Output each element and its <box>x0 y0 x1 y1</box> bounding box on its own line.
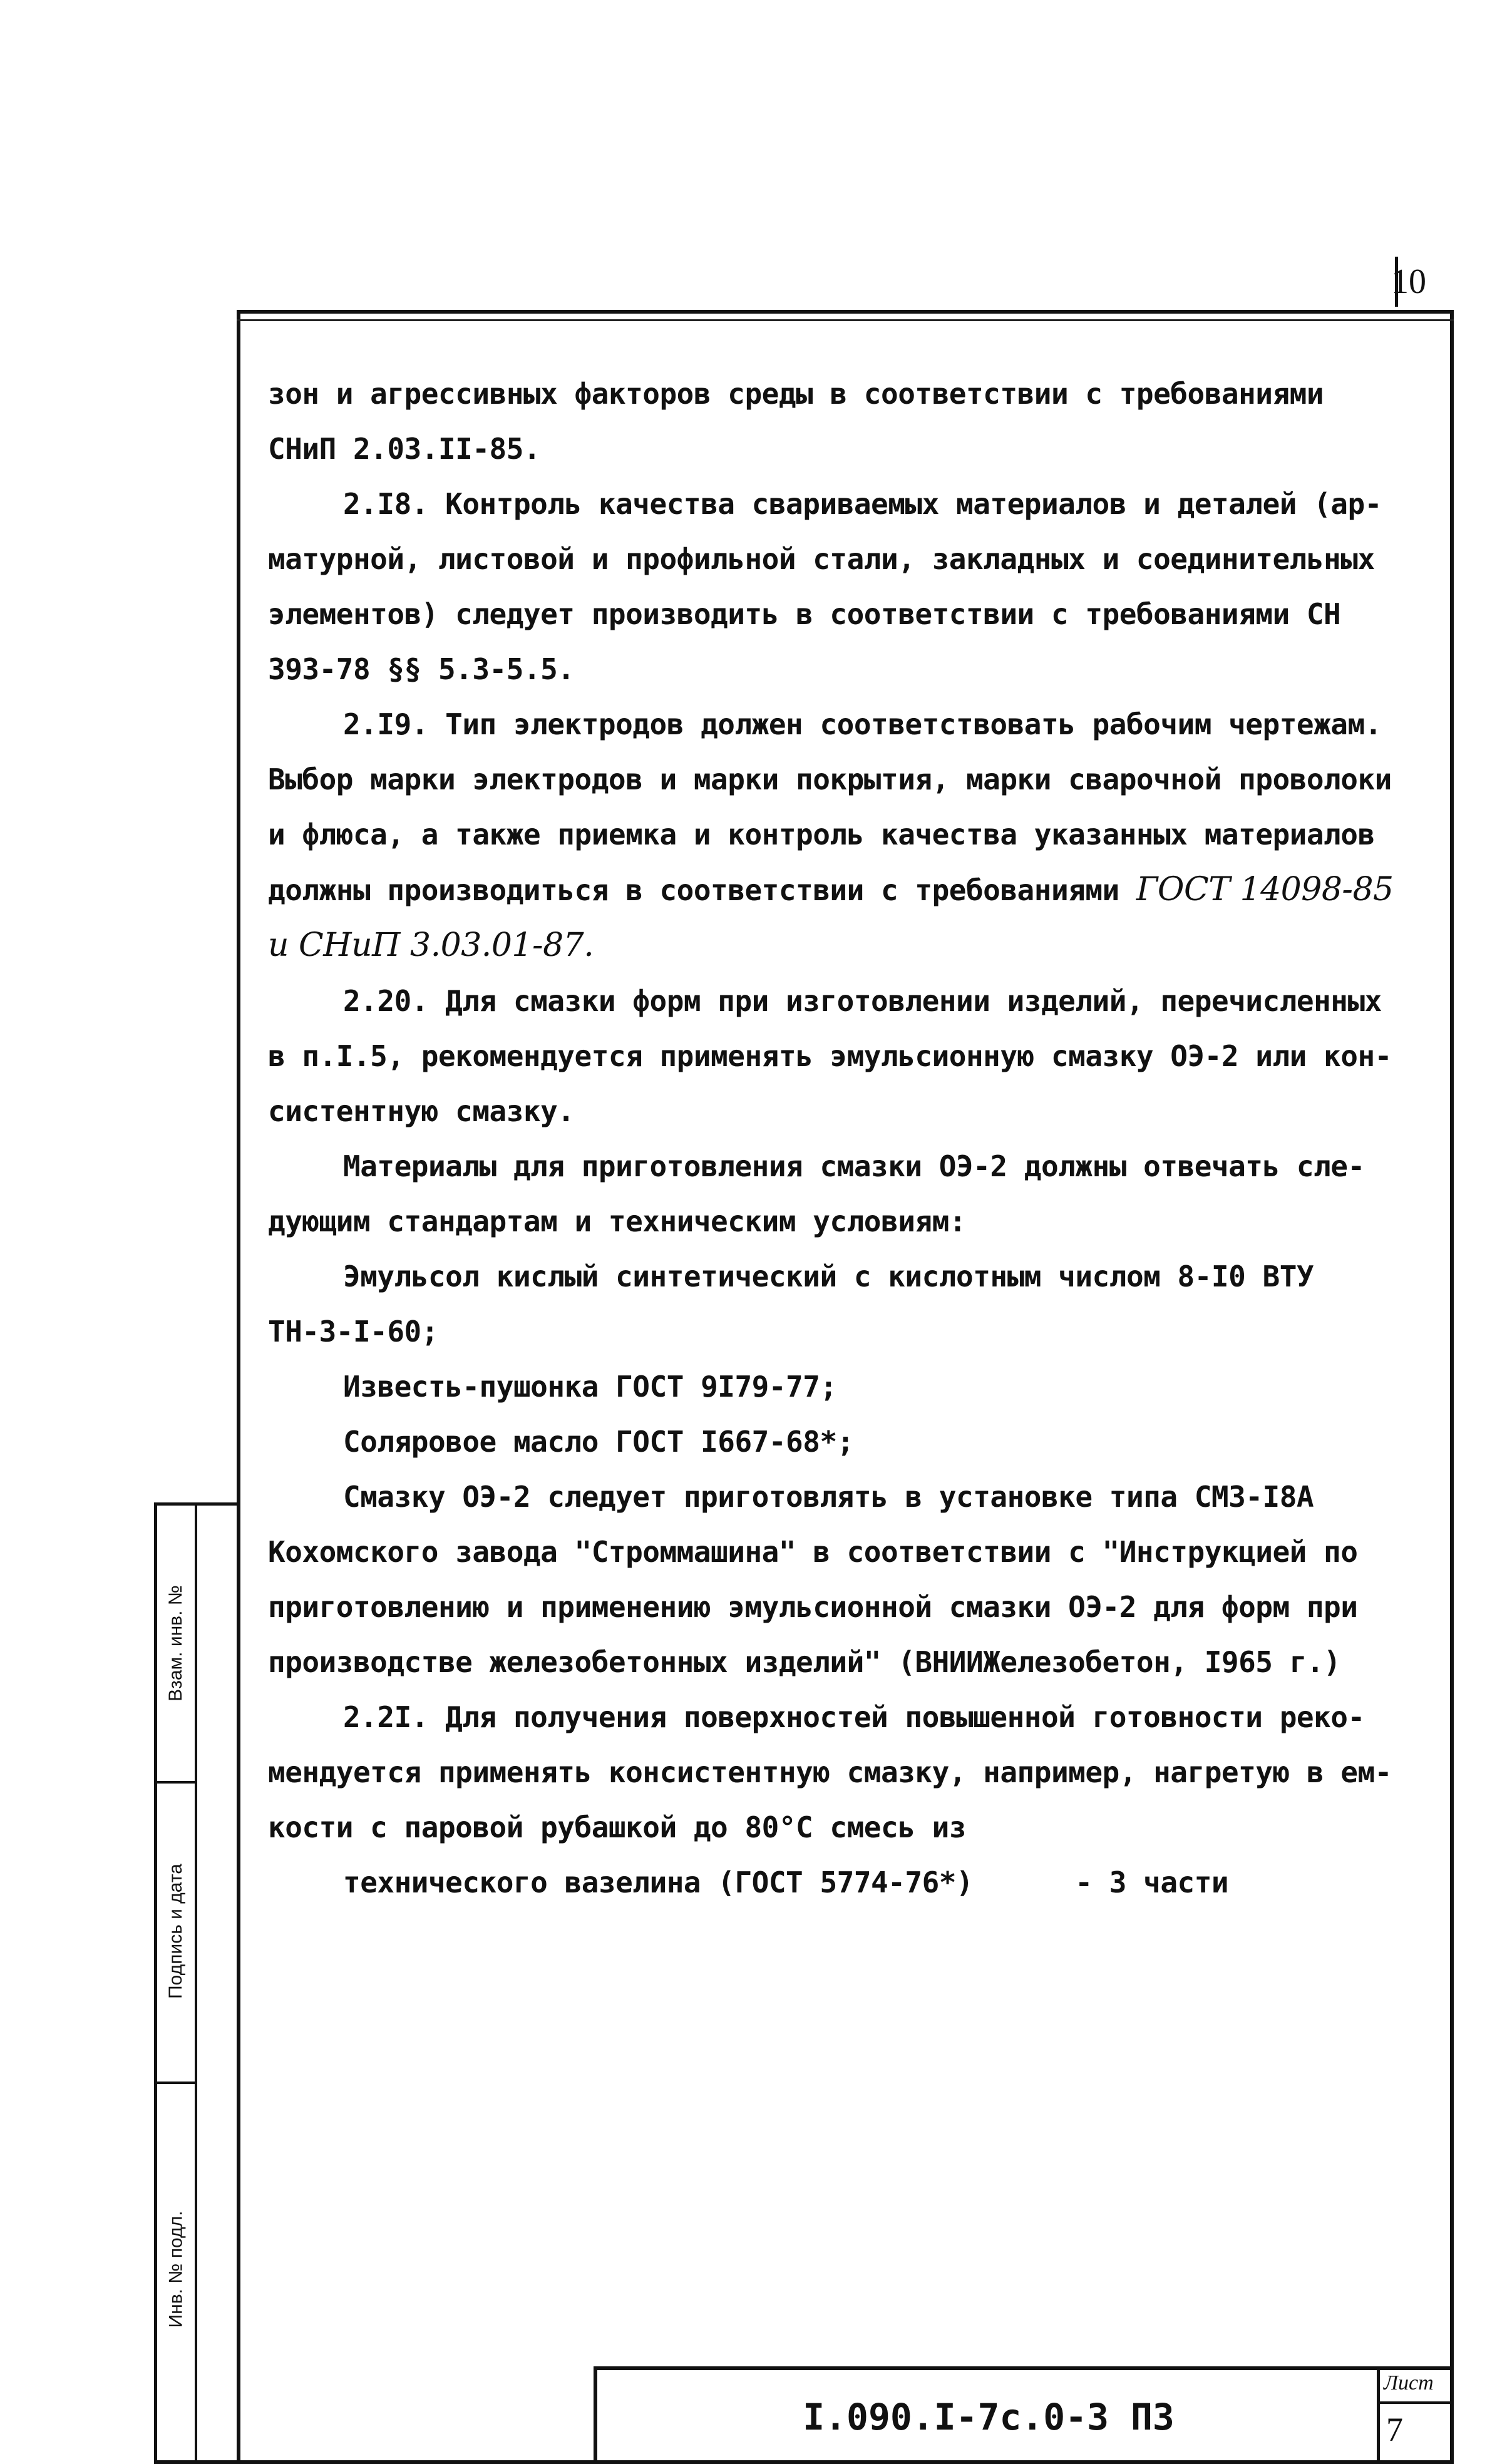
text-line-content: 2.2I. Для получения поверхностей повышенной готовности реко- <box>343 1700 1365 1734</box>
stamp-cell-inventory <box>157 2082 195 2457</box>
text-line <box>268 807 1426 862</box>
text-line-content: Эмульсол кислый синтетический с кислотным числом 8-I0 ВТУ <box>343 1260 1314 1293</box>
text-line <box>268 1690 1426 1745</box>
text-line <box>268 1800 1426 1855</box>
text-line-content: должны производиться в соответствии с требованиями <box>268 873 1136 907</box>
text-line <box>268 1635 1426 1690</box>
text-line <box>268 587 1426 642</box>
text-line-content: Смазку ОЭ-2 следует приготовлять в установке типа СМЗ-I8А <box>343 1480 1314 1514</box>
text-line <box>268 1359 1426 1414</box>
text-line-content: кости с паровой рубашкой до 80°С смесь из <box>268 1810 966 1844</box>
stamp-cell-replace <box>157 1506 195 1784</box>
text-line <box>268 531 1426 587</box>
text-line <box>268 476 1426 531</box>
document-body <box>268 366 1426 1910</box>
text-line-content: производстве железобетонных изделий" (ВНИИЖелезобетон, I965 г.) <box>268 1645 1341 1679</box>
page-number-top: 10 <box>1391 262 1426 301</box>
stamp-label-signature: Подпись и дата <box>165 1864 186 1999</box>
text-line-content: СНиП 2.03.II-85. <box>268 432 541 466</box>
text-line-content: Известь-пушонка ГОСТ 9I79-77; <box>343 1370 837 1404</box>
text-line <box>268 1194 1426 1249</box>
text-line-content: 2.I8. Контроль качества свариваемых материалов и деталей (ар- <box>343 487 1382 521</box>
stamp-cell-signature <box>157 1781 195 2084</box>
sheet-label: Лист <box>1384 2371 1434 2395</box>
text-line-content: элементов) следует производить в соответствии с требованиями СН <box>268 597 1341 631</box>
text-line <box>268 642 1426 697</box>
text-line <box>268 1855 1426 1910</box>
text-line <box>268 1304 1426 1359</box>
sheet-number: 7 <box>1386 2411 1403 2448</box>
text-line-content: 2.I9. Тип электродов должен соответствовать рабочим чертежам. <box>343 707 1382 741</box>
text-line <box>268 366 1426 421</box>
sheet-box <box>1377 2370 1454 2463</box>
text-line-content: систентную смазку. <box>268 1094 575 1128</box>
document-code: I.090.I-7с.0-3 ПЗ <box>803 2395 1175 2438</box>
text-line-content: зон и агрессивных факторов среды в соответствии с требованиями <box>268 377 1324 411</box>
text-line <box>268 752 1426 807</box>
text-line <box>268 1579 1426 1635</box>
text-line-content: ТН-3-I-60; <box>268 1315 438 1348</box>
text-line-content: Материалы для приготовления смазки ОЭ-2 должны отвечать сле- <box>343 1149 1365 1183</box>
text-line <box>268 1139 1426 1194</box>
text-line-content: 2.20. Для смазки форм при изготовлении изделий, перечисленных <box>343 984 1382 1018</box>
text-line-content: Кохомского завода "Строммашина" в соответствии с "Инструкцией по <box>268 1535 1358 1569</box>
title-block <box>594 2366 1454 2463</box>
text-line-content: Соляровое масло ГОСТ I667-68*; <box>343 1425 854 1459</box>
sheet-divider <box>1380 2401 1454 2404</box>
text-line-content: 393-78 §§ 5.3-5.5. <box>268 652 575 686</box>
frame-bottom-line <box>154 2460 1454 2464</box>
text-line <box>268 1029 1426 1084</box>
text-line <box>268 697 1426 752</box>
stamp-label-replace: Взам. инв. № <box>165 1585 187 1702</box>
text-line <box>268 1524 1426 1579</box>
stamp-divider <box>195 1506 197 2460</box>
stamp-label-inventory: Инв. № подл. <box>165 2210 186 2328</box>
text-line-content: мендуется применять консистентную смазку, например, нагретую в ем- <box>268 1755 1392 1789</box>
text-line <box>268 1745 1426 1800</box>
text-line-content: Выбор марки электродов и марки покрытия, марки сварочной проволоки <box>268 762 1392 796</box>
text-line <box>268 421 1426 476</box>
text-line <box>268 918 1426 973</box>
text-line-content: в п.I.5, рекомендуется применять эмульсионную смазку ОЭ-2 или кон- <box>268 1039 1392 1073</box>
text-line <box>268 1084 1426 1139</box>
text-line-content: приготовлению и применению эмульсионной смазки ОЭ-2 для форм при <box>268 1590 1358 1624</box>
text-line <box>268 1249 1426 1304</box>
handwritten-note: и СНиП 3.03.01-87. <box>268 927 594 964</box>
text-line-content: дующим стандартам и техническим условиям: <box>268 1204 966 1238</box>
text-line <box>268 1469 1426 1524</box>
handwritten-note: ГОСТ 14098-85 <box>1136 871 1394 908</box>
text-line <box>268 973 1426 1029</box>
text-line-content: технического вазелина (ГОСТ 5774-76*) - 3 части <box>343 1866 1229 1899</box>
text-line-content: и флюса, а также приемка и контроль качества указанных материалов <box>268 818 1375 851</box>
text-line <box>268 1414 1426 1469</box>
frame-top-line <box>237 319 1454 321</box>
text-line-content: матурной, листовой и профильной стали, закладных и соединительных <box>268 542 1375 576</box>
text-line <box>268 862 1426 918</box>
margin-stamp <box>154 1502 237 2463</box>
